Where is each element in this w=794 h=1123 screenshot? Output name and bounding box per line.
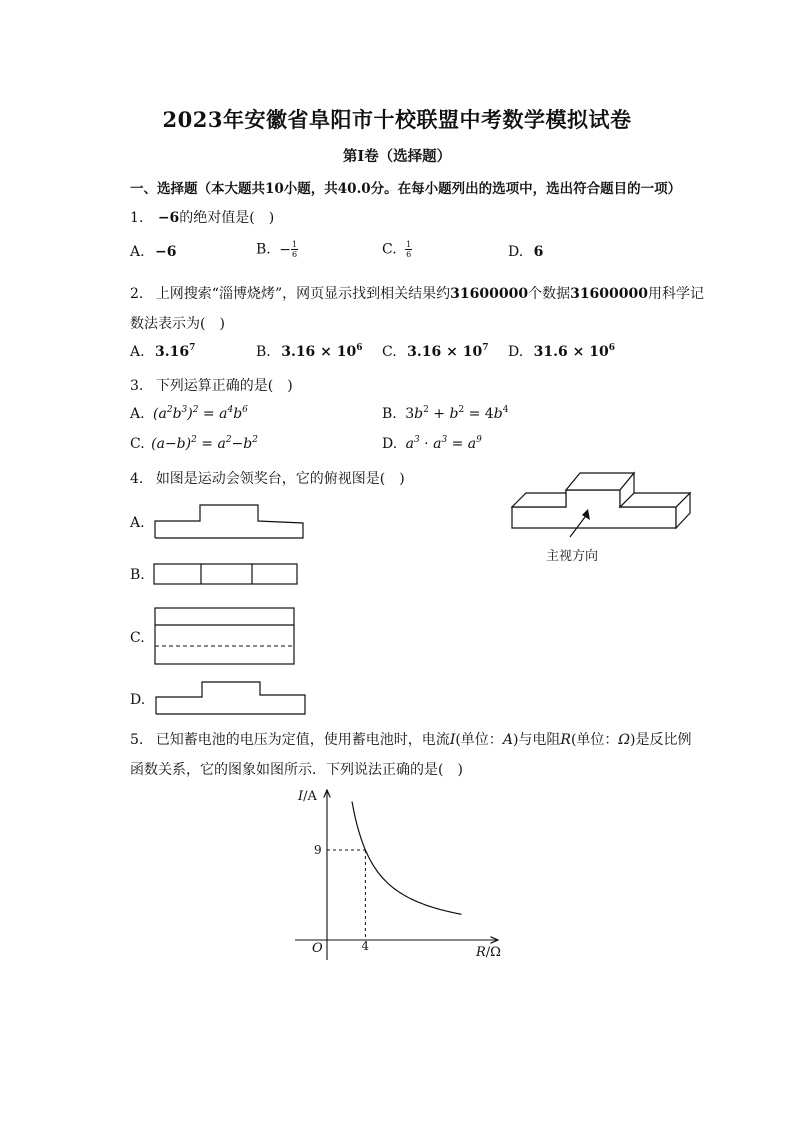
question-3: 3. 下列运算正确的是( ): [130, 378, 293, 394]
option-b[interactable]: B.: [130, 567, 145, 583]
y-axis-label: I/A: [298, 789, 317, 804]
option-a[interactable]: A. $(a^2b^3)^2 = a^4b^6$: [130, 405, 248, 422]
section-heading: 一、选择题（本大题共10小题，共40.0分。在每小题列出的选项中，选出符合题目的一项）: [130, 181, 682, 197]
option-b[interactable]: B. $3.16 \times 10^6$: [256, 343, 363, 360]
question-1: [130, 207, 274, 227]
option-c[interactable]: C. $(a-b)^2 = a^2-b^2$: [130, 435, 258, 452]
question-4: 4. 如图是运动会领奖台，它的俯视图是( ): [130, 471, 405, 487]
section-subtitle: 第Ⅰ卷（选择题）: [342, 148, 452, 165]
option-a-math: $(a^2b^3)^2 = a^4b^6$: [153, 405, 248, 422]
option-b-figure: [150, 560, 302, 590]
option-d-figure: [150, 678, 310, 720]
option-b-math: $3b^2 + b^2 = 4b^4$: [405, 405, 509, 422]
option-d[interactable]: D. $a^3 \cdot a^3 = a^9$: [382, 435, 482, 452]
question-math: −6: [157, 210, 180, 226]
page-title: 2023年安徽省阜阳市十校联盟中考数学模拟试卷: [162, 107, 632, 132]
question-5-line2: 函数关系，它的图象如图所示．下列说法正确的是( ): [130, 762, 463, 778]
option-b[interactable]: B. $3b^2 + b^2 = 4b^4$: [382, 405, 509, 422]
x-tick-label: 4: [361, 939, 370, 953]
series-curve: [352, 802, 461, 915]
question-number: 1.: [130, 210, 144, 226]
option-a[interactable]: A. −6: [130, 244, 177, 260]
option-c[interactable]: C. $\frac{1}{6}$: [382, 240, 412, 259]
podium-figure: [500, 465, 700, 575]
y-tick-label: 9: [314, 843, 322, 857]
option-b[interactable]: B. − $\frac{1}{6}$: [256, 240, 298, 259]
option-b-shape: [154, 564, 297, 584]
origin-label: O: [312, 941, 323, 956]
option-a-figure: [150, 500, 310, 542]
option-c-math: $(a-b)^2 = a^2-b^2$: [151, 435, 258, 452]
option-d[interactable]: D. 6: [508, 244, 544, 260]
question-2-line2: 数法表示为( ): [130, 316, 225, 332]
option-c-figure: [150, 604, 300, 670]
option-c[interactable]: C.: [130, 630, 145, 646]
option-d-math: $a^3 \cdot a^3 = a^9$: [405, 435, 482, 452]
option-c[interactable]: C. $3.16 \times 10^7$: [382, 343, 489, 360]
option-d[interactable]: D.: [130, 692, 146, 708]
option-a[interactable]: A.: [130, 515, 145, 531]
x-axis-label: R/Ω: [476, 945, 501, 960]
question-5: 5. 已知蓄电池的电压为定值，使用蓄电池时，电流I(单位：A)与电阻R(单位：Ω)是反比例: [130, 732, 692, 748]
podium-top-left: [512, 493, 566, 507]
option-a[interactable]: A. 3.16$^7$: [130, 343, 196, 360]
figure-caption: 主视方向: [546, 549, 599, 564]
inverse-proportion-graph: [280, 780, 520, 970]
option-d-shape: [156, 682, 305, 714]
option-c-shape: [155, 608, 294, 664]
question-stem: 的绝对值是( ): [179, 210, 275, 226]
question-2: 2. 上网搜索“淄博烧烤”，网页显示找到相关结果约31600000个数据31600000用科学记: [130, 286, 705, 302]
option-a-shape: [155, 505, 303, 538]
option-d[interactable]: D. $31.6 \times 10^6$: [508, 343, 615, 360]
